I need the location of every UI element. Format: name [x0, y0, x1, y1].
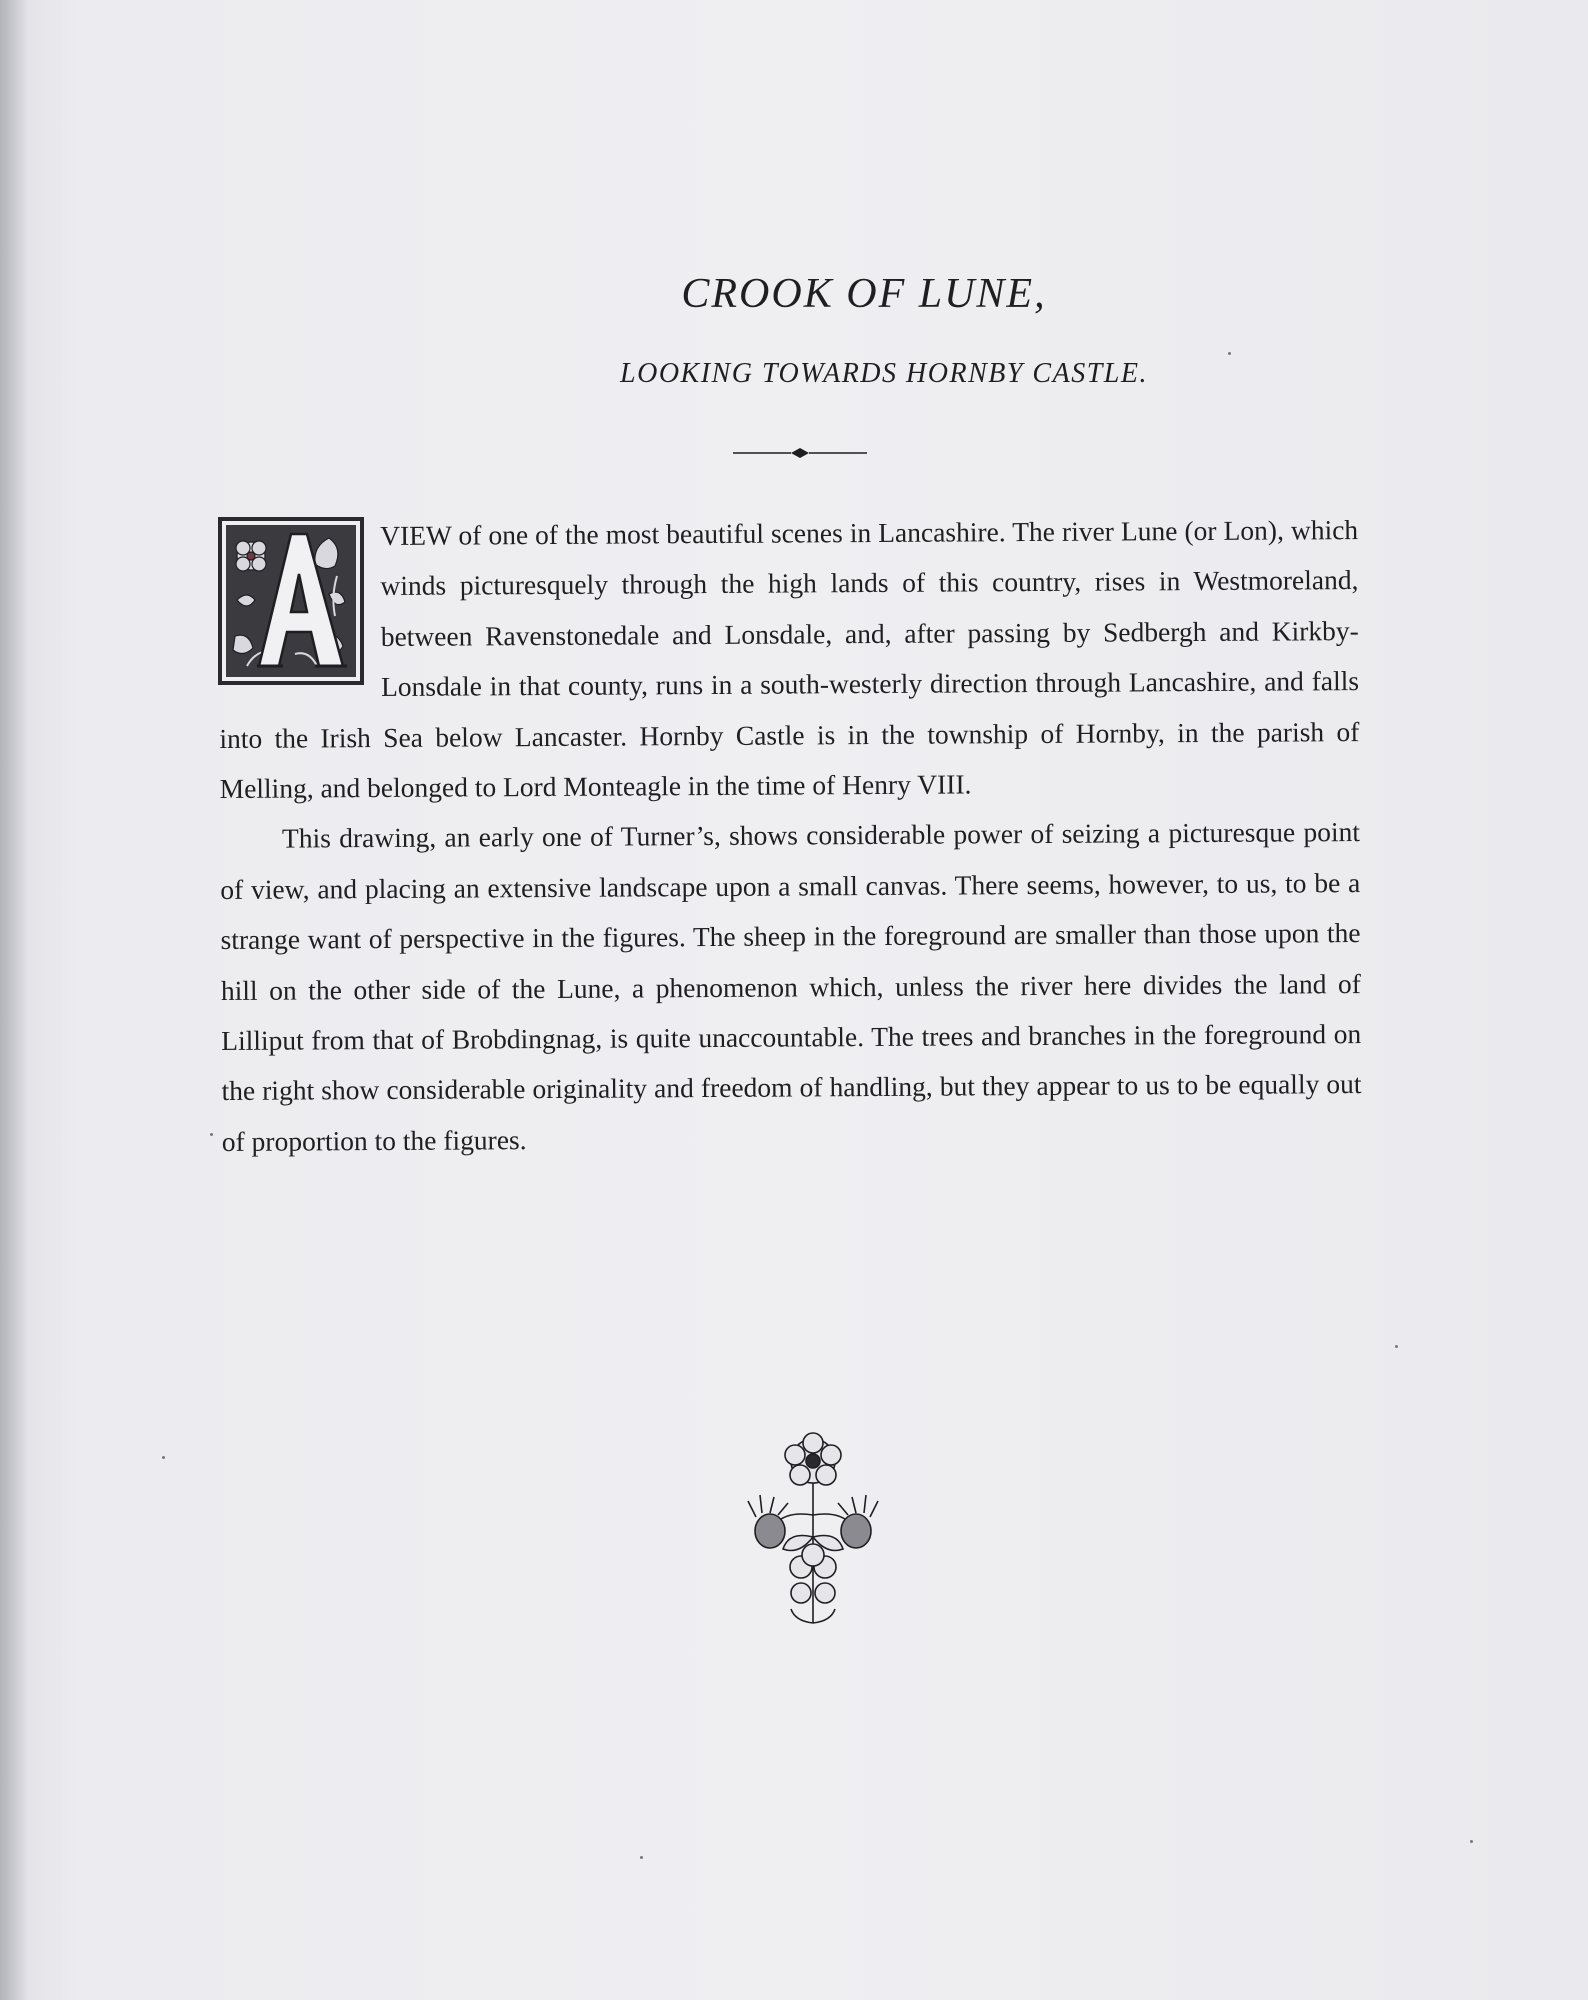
paragraph-1-text: VIEW of one of the most beautiful scenes in Lancashire. The river Lune (or Lon), which winds picturesquely through the high lands of this country, rises in Westmoreland, between Ravenstonedale and Lonsdale, and, after passing by Sedbergh and Kirkby-Lonsdale in that county, runs in a south-westerly direction through Lancashire, and falls into the Irish Sea below Lancaster. Hornby Castle is in the township of Hornby, in the parish of Melling, and belonged to Lord Monteagle in the time of Henry VIII.: [219, 514, 1360, 805]
paper-speck: [162, 1456, 165, 1459]
rose-thistle-shamrock-ornament: [738, 1427, 888, 1627]
decorated-initial-a: [217, 516, 365, 686]
page-title: CROOK OF LUNE,: [681, 271, 1047, 317]
paper-speck: [1228, 352, 1231, 355]
paragraph-2: This drawing, an early one of Turner’s, shows considerable power of seizing a picturesque point of view, and placing an extensive landscape upon a small canvas. There seems, however, to us, to be a strange want of perspective in the figures. The sheep in the foreground are smaller than those upon the hill on the other side of the Lune, a phenomenon which, unless the river here divides the land of Lilliput from that of Brobdingnag, is quite unaccountable. The trees and branches in the foreground on the right show considerable originality and freedom of handling, but they appear to us to be equally out of proportion to the figures.: [220, 816, 1362, 1157]
page-subtitle: LOOKING TOWARDS HORNBY CASTLE.: [620, 358, 1148, 389]
paper-speck: [210, 1133, 213, 1136]
paper-speck: [640, 1856, 643, 1859]
diamond-rule-divider: [733, 446, 867, 460]
paper-speck: [1395, 1345, 1398, 1348]
body-text: [218, 505, 1362, 1167]
paragraph-1: [218, 505, 1360, 814]
paper-speck: [1470, 1840, 1473, 1843]
